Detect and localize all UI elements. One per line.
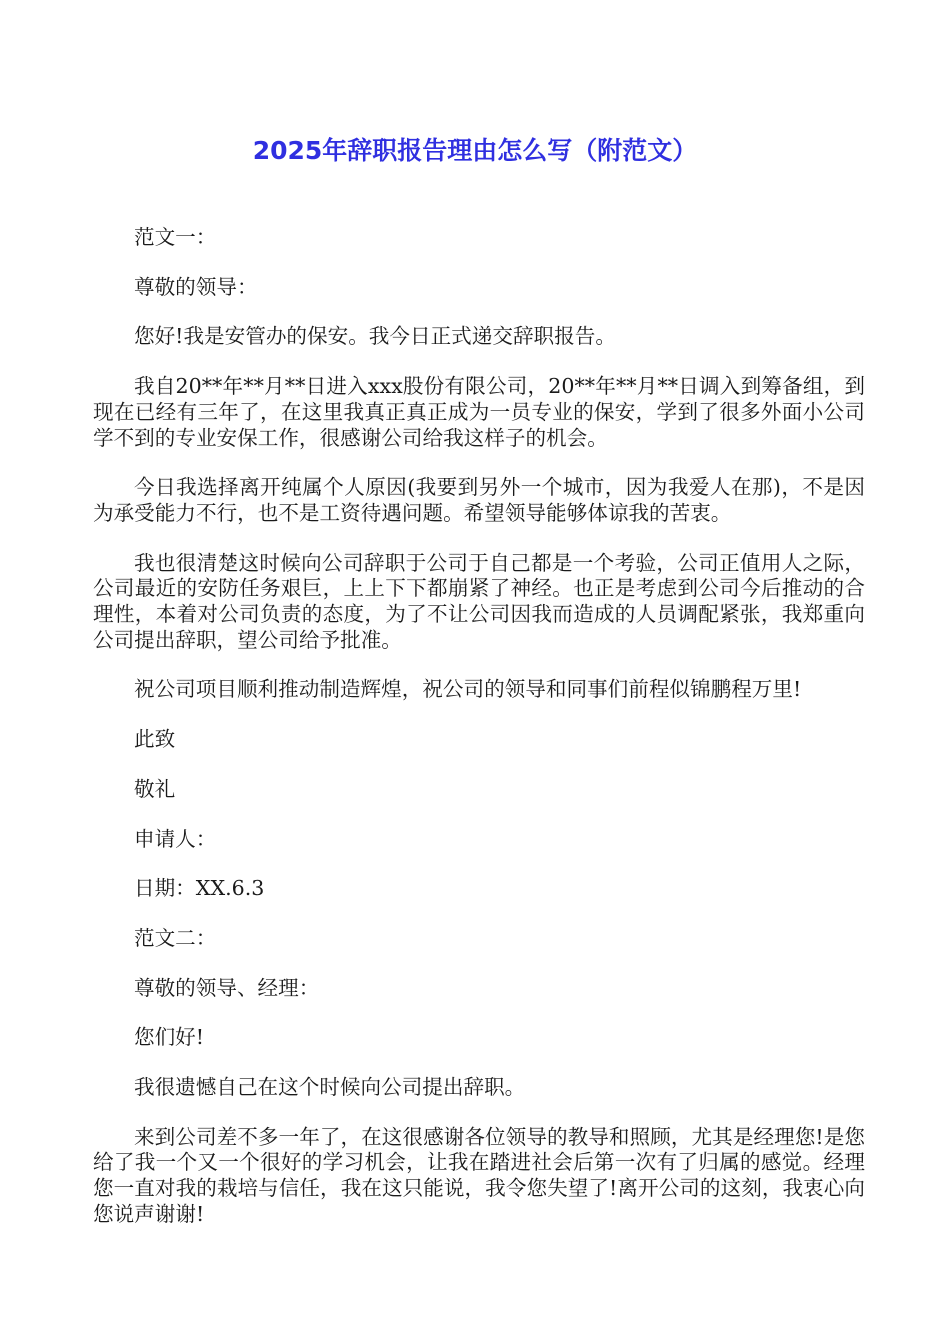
paragraph: 申请人： [134,826,217,851]
document-title: 2025年辞职报告理由怎么写（附范文） [252,136,698,165]
paragraph: 范文一： [134,225,217,249]
paragraph: 此致 [134,727,176,752]
paragraph: 我很遗憾自己在这个时候向公司提出辞职。 [134,1075,526,1100]
paragraph: 今日我选择离开纯属个人原因(我要到另外一个城市，因为我爱人在那)，不是因为承受能力不行，也不是工资待遇问题。希望领导能够体谅我的苦衷。 [93,475,865,525]
paragraph: 我自20**年**月**日进入xxx股份有限公司，20**年**月**日调入到筹备组，到现在已经有三年了，在这里我真正真正成为一员专业的保安，学到了很多外面小公司学不到的专业安保工作，很感谢公司给我这样子的机会。 [93,374,865,450]
paragraph: 您好!我是安管办的保安。我今日正式递交辞职报告。 [134,324,616,349]
paragraph: 我也很清楚这时候向公司辞职于公司于自己都是一个考验，公司正值用人之际，公司最近的安防任务艰巨，上上下下都崩紧了神经。也正是考虑到公司今后推动的合理性，本着对公司负责的态度，为了不让公司因我而造成的人员调配紧张，我郑重向公司提出辞职，望公司给予批准。 [93,550,865,652]
paragraph: 日期：XX.6.3 [134,876,265,901]
document-body [93,225,865,1252]
paragraph: 您们好! [134,1025,205,1050]
paragraph: 祝公司项目顺利推动制造辉煌，祝公司的领导和同事们前程似锦鹏程万里! [134,677,802,702]
paragraph: 尊敬的领导： [134,274,258,299]
paragraph: 敬礼 [134,776,176,801]
paragraph: 范文二： [134,925,217,950]
paragraph: 尊敬的领导、经理： [134,975,320,1000]
paragraph: 来到公司差不多一年了，在这很感谢各位领导的教导和照顾，尤其是经理您!是您给了我一个又一个很好的学习机会，让我在踏进社会后第一次有了归属的感觉。经理您一直对我的栽培与信任，我在这只能说，我令您失望了!离开公司的这刻，我衷心向您说声谢谢! [93,1124,865,1226]
